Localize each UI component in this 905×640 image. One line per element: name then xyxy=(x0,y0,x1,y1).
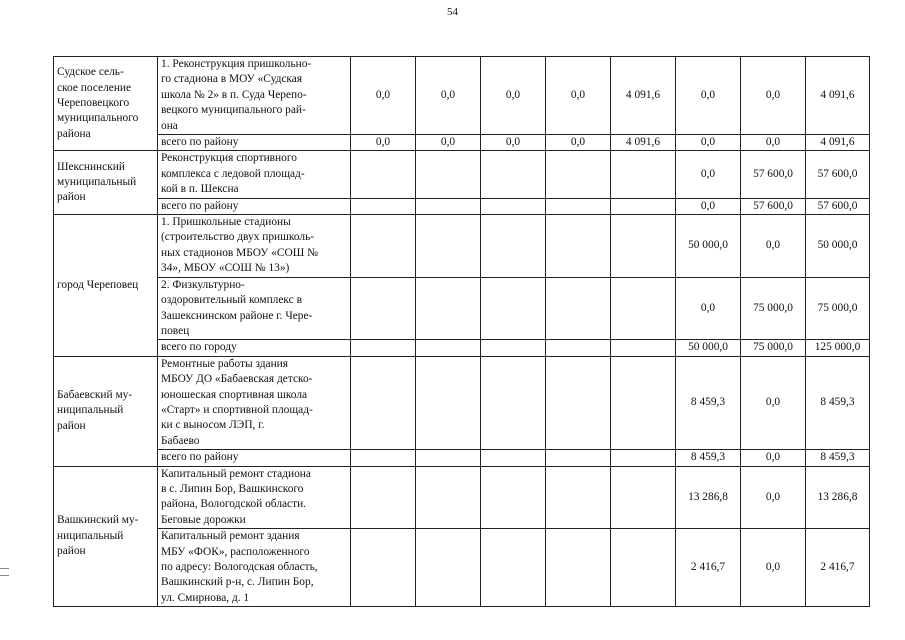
cell-text-line: Капитальный ремонт здания xyxy=(161,530,300,543)
value-cell: 2 416,7 xyxy=(806,529,870,607)
value-cell xyxy=(416,450,481,466)
value-cell: 0,0 xyxy=(741,356,806,449)
value-cell xyxy=(546,215,611,278)
total-label: всего по району xyxy=(158,198,351,214)
value-cell: 0,0 xyxy=(741,529,806,607)
value-cell xyxy=(416,340,481,356)
page-number: 54 xyxy=(447,6,458,18)
value-cell xyxy=(351,529,416,607)
value-cell: 0,0 xyxy=(351,57,416,135)
value-cell: 0,0 xyxy=(481,57,546,135)
value-cell: 0,0 xyxy=(741,135,806,151)
table-row xyxy=(54,277,870,340)
value-cell: 0,0 xyxy=(741,466,806,529)
value-cell: 13 286,8 xyxy=(806,466,870,529)
total-row xyxy=(54,135,870,151)
project-cell xyxy=(158,57,351,135)
margin-mark xyxy=(0,568,9,569)
project-cell xyxy=(158,356,351,449)
cell-text-line: ниципальный xyxy=(57,404,124,417)
value-cell xyxy=(546,277,611,340)
value-cell: 0,0 xyxy=(416,135,481,151)
cell-text-line: она xyxy=(161,119,178,132)
project-cell xyxy=(158,466,351,529)
value-cell xyxy=(481,466,546,529)
cell-text-line: го стадиона в МОУ «Судская xyxy=(161,73,303,86)
cell-text-line: в с. Липин Бор, Вашкинского xyxy=(161,482,304,495)
value-cell xyxy=(611,529,676,607)
value-cell: 0,0 xyxy=(676,135,741,151)
value-cell: 0,0 xyxy=(676,198,741,214)
value-cell xyxy=(416,151,481,198)
table-row xyxy=(54,356,870,449)
value-cell: 4 091,6 xyxy=(611,57,676,135)
table-row xyxy=(54,57,870,135)
value-cell xyxy=(351,356,416,449)
cell-text-line: Бабаевский му- xyxy=(57,389,133,402)
value-cell xyxy=(416,277,481,340)
table-row xyxy=(54,151,870,198)
value-cell xyxy=(481,450,546,466)
cell-text-line: юношеская спортивная школа xyxy=(161,388,308,401)
budget-table xyxy=(53,56,870,607)
cell-text-line: оздоровительный комплекс в xyxy=(161,294,302,307)
cell-text-line: 1. Реконструкция пришкольно- xyxy=(161,58,312,70)
cell-text-line: 2. Физкультурно- xyxy=(161,278,245,291)
cell-text-line: ул. Смирнова, д. 1 xyxy=(161,591,250,604)
total-label: всего по району xyxy=(158,135,351,151)
table-row xyxy=(54,466,870,529)
project-cell xyxy=(158,529,351,607)
value-cell xyxy=(481,277,546,340)
value-cell xyxy=(546,450,611,466)
cell-text-line: ки с выносом ЛЭП, г. xyxy=(161,419,265,432)
table-row xyxy=(54,215,870,278)
value-cell: 4 091,6 xyxy=(611,135,676,151)
value-cell xyxy=(611,466,676,529)
district-cell xyxy=(54,356,158,466)
value-cell xyxy=(416,198,481,214)
cell-text-line: ское поселение xyxy=(57,81,132,94)
value-cell xyxy=(611,198,676,214)
cell-text-line: района, Вологодской области. xyxy=(161,498,307,511)
district-cell xyxy=(54,57,158,151)
value-cell xyxy=(416,215,481,278)
value-cell: 57 600,0 xyxy=(741,151,806,198)
project-cell xyxy=(158,215,351,278)
value-cell xyxy=(351,198,416,214)
total-row xyxy=(54,198,870,214)
value-cell: 8 459,3 xyxy=(806,450,870,466)
value-cell xyxy=(546,356,611,449)
value-cell: 8 459,3 xyxy=(676,450,741,466)
cell-text-line: Зашекснинском районе г. Чере- xyxy=(161,309,313,322)
value-cell: 0,0 xyxy=(416,57,481,135)
district-cell xyxy=(54,466,158,607)
table-row xyxy=(54,529,870,607)
margin-marks xyxy=(0,568,12,582)
value-cell xyxy=(351,215,416,278)
table-body xyxy=(54,57,870,607)
value-cell: 2 416,7 xyxy=(676,529,741,607)
value-cell xyxy=(416,356,481,449)
value-cell: 75 000,0 xyxy=(741,340,806,356)
cell-text-line: Шекснинский xyxy=(57,160,125,173)
value-cell xyxy=(611,215,676,278)
cell-text-line: ниципальный xyxy=(57,529,124,542)
value-cell: 50 000,0 xyxy=(676,340,741,356)
value-cell: 0,0 xyxy=(676,151,741,198)
cell-text-line: район xyxy=(57,545,86,558)
value-cell: 0,0 xyxy=(546,57,611,135)
value-cell xyxy=(416,529,481,607)
value-cell xyxy=(351,340,416,356)
value-cell xyxy=(481,340,546,356)
cell-text-line: район xyxy=(57,191,86,204)
cell-text-line: по адресу: Вологодская область, xyxy=(161,561,318,573)
project-cell xyxy=(158,151,351,198)
value-cell xyxy=(351,450,416,466)
cell-text-line: комплекса с ледовой площад- xyxy=(161,167,305,180)
value-cell: 50 000,0 xyxy=(676,215,741,278)
project-cell xyxy=(158,277,351,340)
total-label: всего по району xyxy=(158,450,351,466)
cell-text-line: Капитальный ремонт стадиона xyxy=(161,467,311,480)
value-cell: 50 000,0 xyxy=(806,215,870,278)
value-cell: 75 000,0 xyxy=(741,277,806,340)
cell-text-line: Бабаево xyxy=(161,434,200,447)
cell-text-line: вецкого муниципального рай- xyxy=(161,104,306,117)
value-cell xyxy=(546,466,611,529)
value-cell xyxy=(481,529,546,607)
value-cell xyxy=(546,151,611,198)
value-cell: 4 091,6 xyxy=(806,135,870,151)
value-cell: 0,0 xyxy=(676,277,741,340)
value-cell xyxy=(611,450,676,466)
value-cell xyxy=(611,151,676,198)
value-cell: 0,0 xyxy=(546,135,611,151)
value-cell: 0,0 xyxy=(481,135,546,151)
value-cell xyxy=(351,151,416,198)
value-cell: 0,0 xyxy=(741,57,806,135)
value-cell: 0,0 xyxy=(351,135,416,151)
value-cell xyxy=(481,151,546,198)
value-cell xyxy=(481,198,546,214)
cell-text-line: Судское сель- xyxy=(57,66,124,79)
value-cell: 4 091,6 xyxy=(806,57,870,135)
cell-text-line: город Череповец xyxy=(57,278,139,291)
value-cell: 0,0 xyxy=(741,215,806,278)
cell-text-line: (строительство двух пришколь- xyxy=(161,231,315,244)
total-row xyxy=(54,450,870,466)
district-cell xyxy=(54,151,158,215)
value-cell xyxy=(611,356,676,449)
value-cell: 0,0 xyxy=(676,57,741,135)
value-cell: 8 459,3 xyxy=(806,356,870,449)
cell-text-line: МБУ «ФОК», расположенного xyxy=(161,545,310,558)
cell-text-line: «Старт» и спортивной площад- xyxy=(161,403,313,416)
value-cell xyxy=(611,277,676,340)
value-cell: 8 459,3 xyxy=(676,356,741,449)
value-cell xyxy=(351,466,416,529)
total-label: всего по городу xyxy=(158,340,351,356)
cell-text-line: района xyxy=(57,127,91,140)
cell-text-line: Реконструкция спортивного xyxy=(161,152,297,165)
value-cell xyxy=(481,356,546,449)
cell-text-line: Вашкинский му- xyxy=(57,514,139,527)
cell-text-line: муниципального xyxy=(57,112,139,125)
cell-text-line: 1. Пришкольные стадионы xyxy=(161,216,291,229)
total-row xyxy=(54,340,870,356)
cell-text-line: район xyxy=(57,419,86,432)
cell-text-line: МБОУ ДО «Бабаевская детско- xyxy=(161,373,313,386)
cell-text-line: повец xyxy=(161,324,190,337)
value-cell: 125 000,0 xyxy=(806,340,870,356)
value-cell: 57 600,0 xyxy=(741,198,806,214)
value-cell: 57 600,0 xyxy=(806,198,870,214)
margin-mark xyxy=(0,575,9,576)
value-cell: 75 000,0 xyxy=(806,277,870,340)
value-cell xyxy=(481,215,546,278)
value-cell xyxy=(351,277,416,340)
cell-text-line: 34», МБОУ «СОШ № 13») xyxy=(161,262,290,275)
value-cell: 13 286,8 xyxy=(676,466,741,529)
cell-text-line: школа № 2» в п. Суда Черепо- xyxy=(161,88,307,101)
cell-text-line: муниципальный xyxy=(57,176,137,189)
value-cell: 57 600,0 xyxy=(806,151,870,198)
cell-text-line: кой в п. Шексна xyxy=(161,183,239,196)
value-cell xyxy=(416,466,481,529)
cell-text-line: Вашкинский р-н, с. Липин Бор, xyxy=(161,576,314,589)
district-cell xyxy=(54,215,158,357)
cell-text-line: Череповецкого xyxy=(57,97,130,110)
cell-text-line: Ремонтные работы здания xyxy=(161,357,289,370)
value-cell xyxy=(546,340,611,356)
value-cell xyxy=(546,198,611,214)
cell-text-line: ных стадионов МБОУ «СОШ № xyxy=(161,246,318,259)
cell-text-line: Беговые дорожки xyxy=(161,513,246,526)
value-cell: 0,0 xyxy=(741,450,806,466)
value-cell xyxy=(611,340,676,356)
value-cell xyxy=(546,529,611,607)
